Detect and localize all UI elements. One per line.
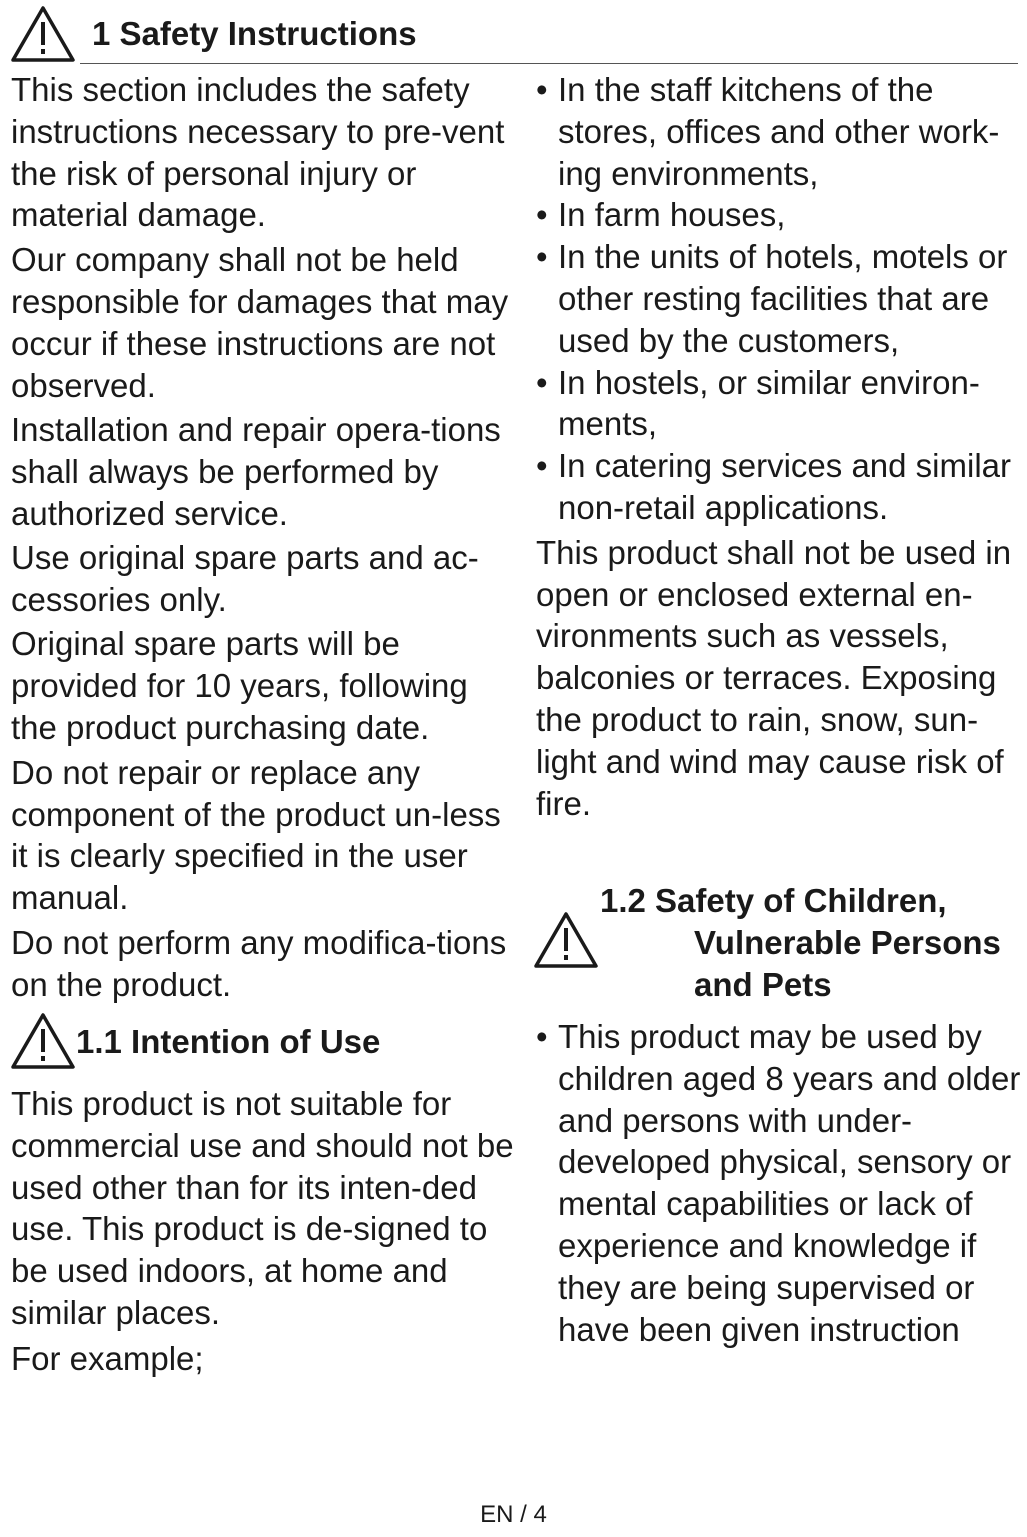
right-column <box>536 69 1026 824</box>
section-heading: 1 Safety Instructions <box>92 15 417 52</box>
list-item: • In catering services and similar non-retail applications. <box>536 445 1026 529</box>
paragraph: Installation and repair opera-tions shall always be performed by authorized service. <box>11 411 501 532</box>
paragraph: Our company shall not be held responsible for damages that may occur if these instructions are not observed. <box>11 241 509 404</box>
paragraph: This section includes the safety instructions necessary to pre-vent the risk of personal injury or material damage. <box>11 71 505 234</box>
warning-icon <box>10 5 76 63</box>
intention-text <box>11 1083 516 1380</box>
subsection-heading: 1.1 Intention of Use <box>76 1023 381 1060</box>
list-item: • In hostels, or similar environ-ments, <box>536 362 1026 446</box>
list-item: • In the units of hotels, motels or other resting facilities that are used by the customers, <box>536 236 1026 361</box>
heading-rule <box>80 63 1018 64</box>
paragraph: Use original spare parts and ac-cessories only. <box>11 538 479 618</box>
list-item: • In the staff kitchens of the stores, offices and other work-ing environments, <box>536 69 1026 194</box>
list-item: • This product may be used by children aged 8 years and older and persons with under-developed physical, sensory or mental capabilities or lack of experience and knowledge if they are being supervised or have been given instruction <box>536 1016 1026 1350</box>
warning-icon <box>10 1012 76 1070</box>
paragraph: Original spare parts will be provided for 10 years, following the product purchasing date. <box>11 625 468 746</box>
paragraph: For example; <box>11 1339 204 1377</box>
paragraph: Do not repair or replace any component of the product un-less it is clearly specified in the user manual. <box>11 753 501 917</box>
paragraph: This product is not suitable for commercial use and should not be used other than for its inten-ded use. This product is de-signed to be used indoors, at home and similar places. <box>11 1085 514 1331</box>
children-text <box>536 1016 1026 1350</box>
heading-line: 1.2 Safety of Children, <box>600 882 947 919</box>
warning-icon <box>533 911 599 969</box>
heading-line: Vulnerable Persons <box>694 924 1001 961</box>
heading-line: and Pets <box>694 966 832 1003</box>
paragraph: Do not perform any modifica-tions on the product. <box>11 923 507 1003</box>
paragraph: This product shall not be used in open or enclosed external en-vironments such as vessels, balconies or terraces. Exposing the product to rain, snow, sun-light and wind may cause risk of fire. <box>536 533 1012 822</box>
left-column <box>11 69 516 1006</box>
page-number: EN / 4 <box>480 1501 547 1528</box>
list-item: • In farm houses, <box>536 194 1026 236</box>
subsection-heading <box>600 880 1001 1006</box>
